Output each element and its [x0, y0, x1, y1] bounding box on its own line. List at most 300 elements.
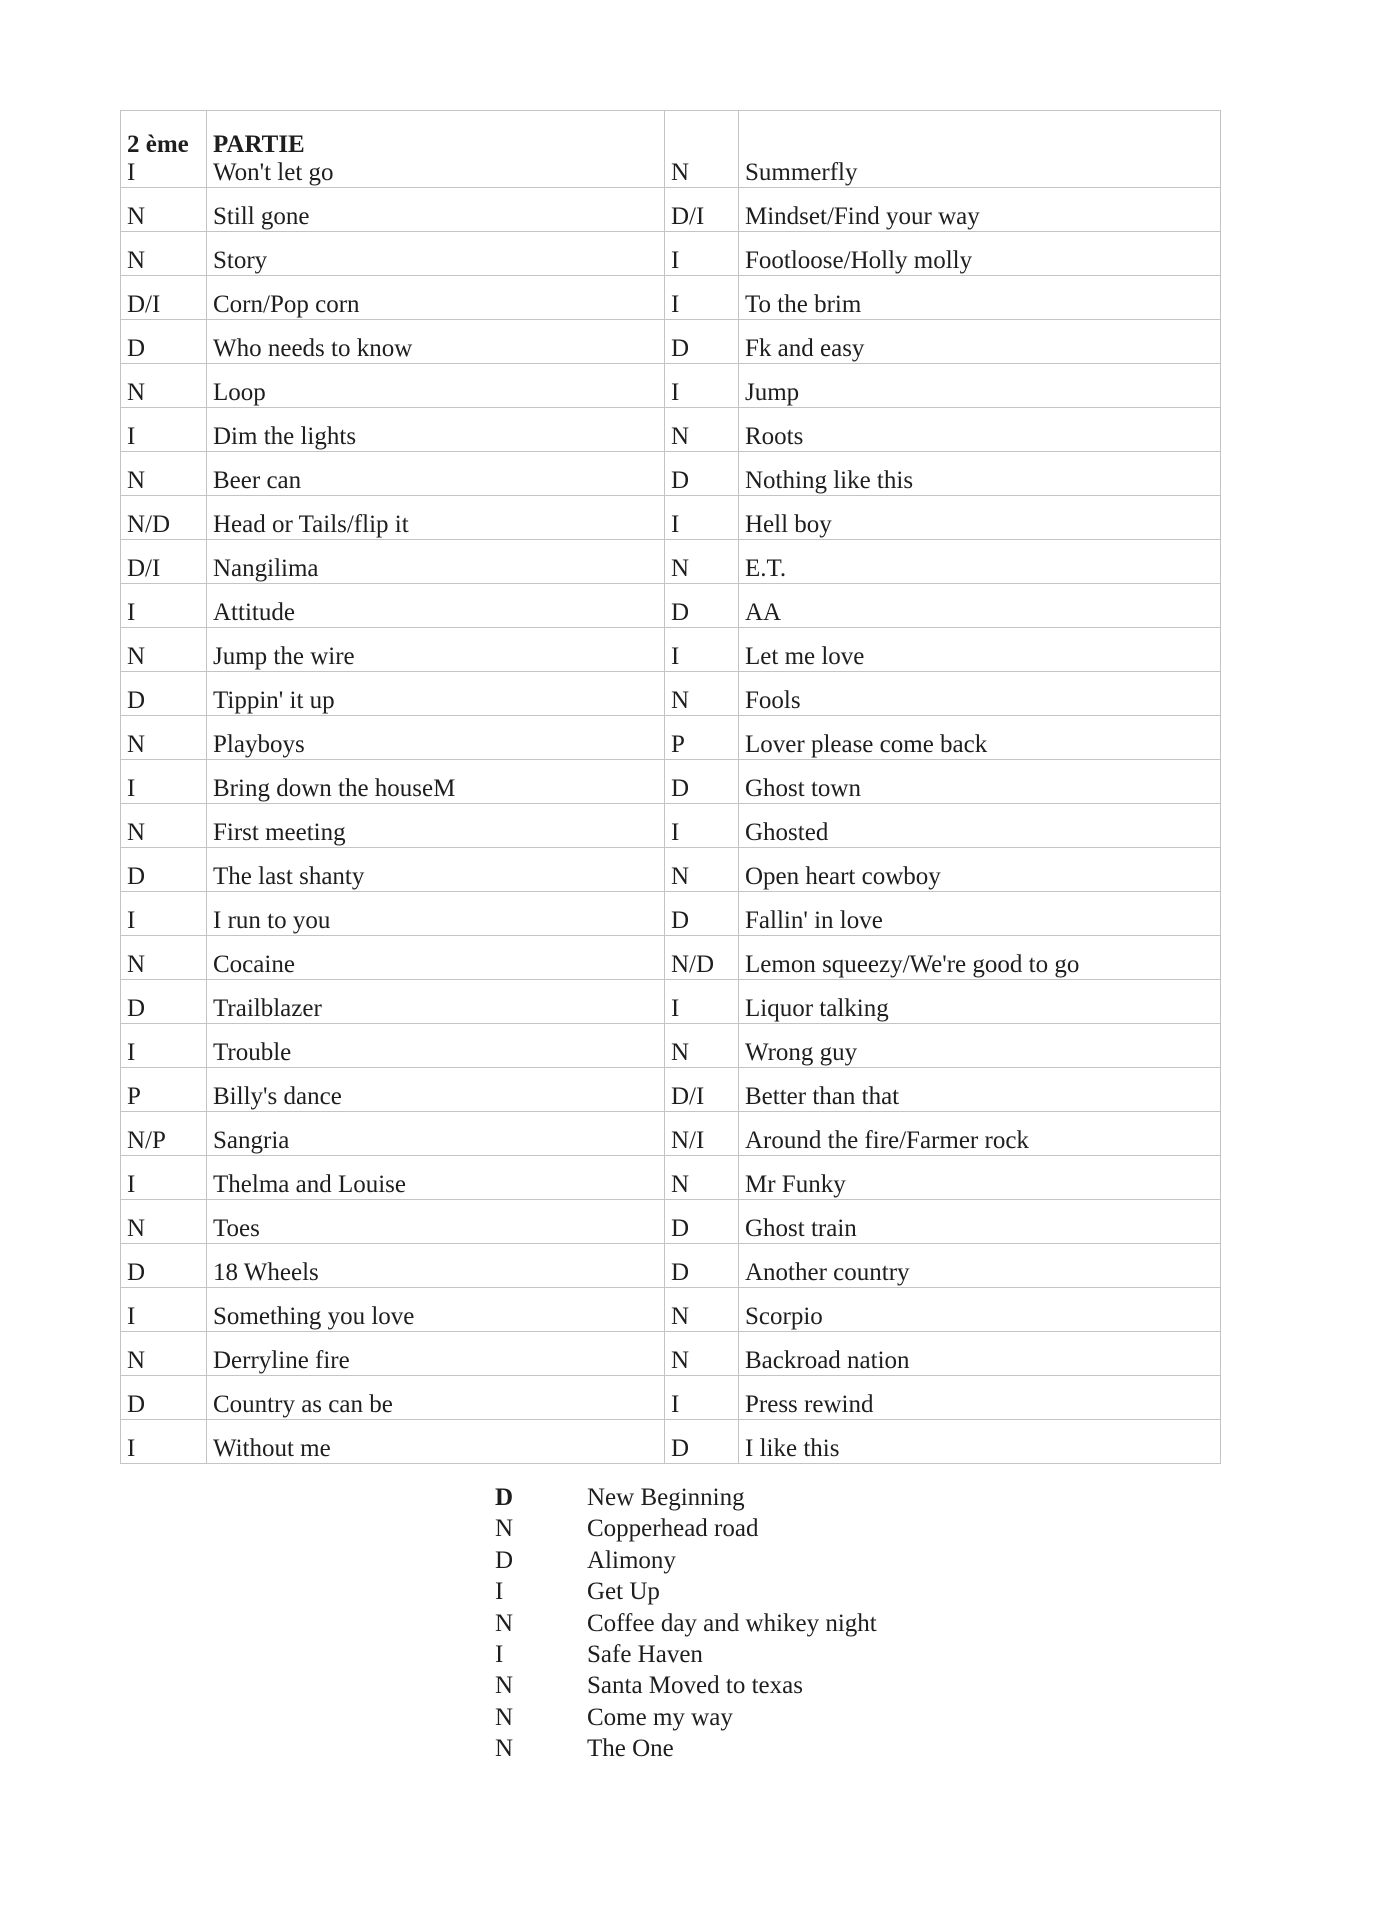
code-cell — [121, 1156, 207, 1200]
row-code: N — [127, 643, 146, 670]
row-code: D — [127, 1259, 146, 1286]
row-code: N — [671, 1347, 690, 1374]
table-row — [121, 848, 1221, 892]
list-item-title: Get Up — [587, 1578, 660, 1606]
title-cell — [207, 1112, 665, 1156]
code-cell — [665, 1376, 739, 1420]
row-title: Mr Funky — [745, 1171, 846, 1198]
table-row — [121, 1288, 1221, 1332]
title-cell — [739, 672, 1221, 716]
row-code: D — [127, 863, 146, 890]
table-row — [121, 760, 1221, 804]
code-cell — [121, 496, 207, 540]
title-cell — [207, 496, 665, 540]
list-item-title: Come my way — [587, 1703, 733, 1731]
code-cell — [665, 980, 739, 1024]
row-title: Playboys — [213, 731, 305, 758]
row-title: Country as can be — [213, 1391, 393, 1418]
table-row — [121, 408, 1221, 452]
list-item-code: D — [495, 1484, 514, 1511]
row-code: N — [127, 951, 146, 978]
table-row — [121, 364, 1221, 408]
row-title: Attitude — [213, 599, 295, 626]
code-cell — [121, 936, 207, 980]
row-title: Backroad nation — [745, 1347, 910, 1374]
title-cell — [207, 364, 665, 408]
row-code: N/P — [127, 1127, 166, 1154]
row-code: I — [671, 1391, 680, 1418]
code-cell — [665, 1244, 739, 1288]
list-item — [495, 1576, 877, 1607]
row-title: Nothing like this — [745, 467, 914, 494]
code-cell — [665, 408, 739, 452]
title-cell — [207, 584, 665, 628]
title-cell — [207, 1156, 665, 1200]
title-cell — [207, 1244, 665, 1288]
title-cell — [207, 672, 665, 716]
table-row — [121, 716, 1221, 760]
title-cell — [207, 1068, 665, 1112]
code-cell — [121, 452, 207, 496]
code-cell — [665, 848, 739, 892]
title-cell — [207, 320, 665, 364]
list-item-code: N — [495, 1672, 514, 1700]
code-cell — [665, 1200, 739, 1244]
list-item — [495, 1482, 877, 1513]
title-cell — [207, 1420, 665, 1464]
table-row — [121, 111, 1221, 188]
row-title: Jump the wire — [213, 643, 355, 670]
code-cell — [121, 672, 207, 716]
title-cell — [207, 1332, 665, 1376]
list-item — [495, 1608, 877, 1639]
table-row — [121, 1244, 1221, 1288]
list-item-code: I — [495, 1578, 504, 1606]
list-item-title: Safe Haven — [587, 1641, 703, 1669]
table-row — [121, 1332, 1221, 1376]
code-cell — [665, 672, 739, 716]
title-cell — [739, 276, 1221, 320]
row-code: D — [127, 335, 146, 362]
code-cell — [121, 188, 207, 232]
row-title: Cocaine — [213, 951, 295, 978]
code-cell — [121, 1112, 207, 1156]
row-code: I — [127, 1039, 136, 1066]
row-code: N — [127, 203, 146, 230]
title-cell — [207, 111, 665, 188]
row-code: N — [671, 863, 690, 890]
row-code: I — [127, 1303, 136, 1330]
code-cell — [665, 1156, 739, 1200]
code-cell — [665, 320, 739, 364]
row-code: D/I — [127, 291, 161, 318]
row-title: First meeting — [213, 819, 346, 846]
title-cell — [207, 232, 665, 276]
title-cell — [207, 848, 665, 892]
title-cell — [739, 848, 1221, 892]
table-row — [121, 1376, 1221, 1420]
code-cell — [665, 188, 739, 232]
code-cell — [121, 1068, 207, 1112]
code-cell — [121, 320, 207, 364]
list-item — [495, 1733, 877, 1764]
table-row — [121, 452, 1221, 496]
title-cell — [739, 320, 1221, 364]
row-code: I — [671, 247, 680, 274]
row-code: D — [127, 687, 146, 714]
title-cell — [207, 980, 665, 1024]
title-cell — [739, 232, 1221, 276]
row-title: Beer can — [213, 467, 302, 494]
row-title: Ghost train — [745, 1215, 857, 1242]
row-code: N — [127, 247, 146, 274]
code-cell — [665, 111, 739, 188]
row-title: Summerfly — [745, 159, 858, 186]
table-row — [121, 1024, 1221, 1068]
extra-dance-list — [495, 1482, 877, 1765]
table-row — [121, 980, 1221, 1024]
code-cell — [121, 1332, 207, 1376]
code-cell — [121, 1244, 207, 1288]
title-cell — [739, 804, 1221, 848]
row-title: Fools — [745, 687, 801, 714]
row-code: D — [671, 1215, 690, 1242]
row-title: Fk and easy — [745, 335, 865, 362]
title-cell — [739, 1332, 1221, 1376]
row-title: Roots — [745, 423, 804, 450]
code-cell — [665, 1068, 739, 1112]
row-title: Derryline fire — [213, 1347, 350, 1374]
code-cell — [665, 804, 739, 848]
row-code: N — [127, 1215, 146, 1242]
table-row — [121, 584, 1221, 628]
code-cell — [121, 804, 207, 848]
row-title: Better than that — [745, 1083, 900, 1110]
code-cell — [121, 1288, 207, 1332]
row-title: Dim the lights — [213, 423, 357, 450]
row-title: Lemon squeezy/We're good to go — [745, 951, 1080, 978]
row-title: Who needs to know — [213, 335, 413, 362]
title-cell — [739, 1376, 1221, 1420]
row-code: I — [127, 599, 136, 626]
title-cell — [207, 716, 665, 760]
row-title: Liquor talking — [745, 995, 889, 1022]
list-item-title: Copperhead road — [587, 1515, 759, 1543]
list-item-code: N — [495, 1515, 514, 1543]
title-cell — [207, 1376, 665, 1420]
title-cell — [739, 1420, 1221, 1464]
code-cell — [665, 232, 739, 276]
list-item — [495, 1545, 877, 1576]
title-cell — [739, 936, 1221, 980]
row-code: D — [671, 599, 690, 626]
row-code: N — [127, 1347, 146, 1374]
row-code: N/D — [127, 511, 171, 538]
code-cell — [665, 760, 739, 804]
row-code: I — [671, 643, 680, 670]
code-cell — [121, 1376, 207, 1420]
row-code: N — [671, 555, 690, 582]
table-row — [121, 276, 1221, 320]
title-cell — [739, 540, 1221, 584]
table-row — [121, 1420, 1221, 1464]
title-cell — [739, 111, 1221, 188]
table-row — [121, 628, 1221, 672]
row-code: N/D — [671, 951, 715, 978]
row-code: D — [671, 775, 690, 802]
row-code: I — [127, 775, 136, 802]
title-cell — [739, 496, 1221, 540]
row-title: Trailblazer — [213, 995, 322, 1022]
code-cell — [665, 936, 739, 980]
title-cell — [739, 584, 1221, 628]
code-cell — [121, 584, 207, 628]
row-code: D — [671, 467, 690, 494]
row-code: N — [127, 731, 146, 758]
dance-list-table — [120, 110, 1221, 1464]
row-title: Fallin' in love — [745, 907, 883, 934]
row-title: Won't let go — [213, 159, 334, 186]
title-cell — [739, 1068, 1221, 1112]
title-cell — [739, 760, 1221, 804]
table-row — [121, 496, 1221, 540]
list-item-code: N — [495, 1609, 514, 1637]
row-code: I — [127, 1171, 136, 1198]
row-title: Footloose/Holly molly — [745, 247, 973, 274]
row-code: D/I — [671, 203, 705, 230]
table-row — [121, 1156, 1221, 1200]
code-cell — [665, 1420, 739, 1464]
row-code: I — [671, 291, 680, 318]
code-cell — [121, 760, 207, 804]
row-title: Billy's dance — [213, 1083, 342, 1110]
title-cell — [207, 408, 665, 452]
row-code: P — [127, 1083, 141, 1110]
row-title: Open heart cowboy — [745, 863, 941, 890]
title-cell — [207, 892, 665, 936]
row-code: D — [671, 335, 690, 362]
code-cell — [665, 364, 739, 408]
code-cell — [121, 1024, 207, 1068]
table-row — [121, 540, 1221, 584]
header-code-label: 2 ème — [127, 131, 189, 158]
row-code: N/I — [671, 1127, 705, 1154]
code-cell — [121, 980, 207, 1024]
title-cell — [739, 1112, 1221, 1156]
title-cell — [739, 628, 1221, 672]
row-title: Sangria — [213, 1127, 290, 1154]
row-code: D/I — [127, 555, 161, 582]
code-cell — [121, 408, 207, 452]
row-title: Lover please come back — [745, 731, 988, 758]
code-cell — [121, 276, 207, 320]
table-row — [121, 1068, 1221, 1112]
row-title: I run to you — [213, 907, 331, 934]
row-title: Mindset/Find your way — [745, 203, 980, 230]
row-title: I like this — [745, 1435, 840, 1462]
list-item — [495, 1639, 877, 1670]
code-cell — [665, 1024, 739, 1068]
row-code: I — [671, 379, 680, 406]
code-cell — [121, 540, 207, 584]
title-cell — [739, 1156, 1221, 1200]
code-cell — [665, 496, 739, 540]
title-cell — [207, 276, 665, 320]
row-title: Corn/Pop corn — [213, 291, 360, 318]
title-cell — [207, 1024, 665, 1068]
title-cell — [739, 188, 1221, 232]
title-cell — [207, 760, 665, 804]
code-cell — [665, 892, 739, 936]
code-cell — [665, 1332, 739, 1376]
row-code: D — [127, 995, 146, 1022]
row-code: N — [671, 159, 690, 186]
table-row — [121, 1200, 1221, 1244]
list-item-code: N — [495, 1703, 514, 1731]
row-code: N — [127, 379, 146, 406]
table-row — [121, 892, 1221, 936]
table-body — [121, 111, 1221, 1464]
title-cell — [207, 188, 665, 232]
row-title: Nangilima — [213, 555, 319, 582]
row-code: N — [671, 687, 690, 714]
row-code: D — [671, 1435, 690, 1462]
title-cell — [739, 1024, 1221, 1068]
code-cell — [665, 716, 739, 760]
table-row — [121, 188, 1221, 232]
title-cell — [739, 1244, 1221, 1288]
row-title: AA — [745, 599, 782, 626]
code-cell — [121, 1420, 207, 1464]
code-cell — [665, 276, 739, 320]
row-code: I — [671, 819, 680, 846]
row-code: N — [671, 1039, 690, 1066]
code-cell — [121, 232, 207, 276]
code-cell — [121, 111, 207, 188]
row-code: P — [671, 731, 685, 758]
header-title-label: PARTIE — [213, 131, 305, 158]
table-row — [121, 1112, 1221, 1156]
code-cell — [665, 584, 739, 628]
row-title: Scorpio — [745, 1303, 823, 1330]
row-code: D — [671, 907, 690, 934]
row-title: Head or Tails/flip it — [213, 511, 409, 538]
code-cell — [121, 364, 207, 408]
row-title: Ghost town — [745, 775, 861, 802]
title-cell — [739, 980, 1221, 1024]
list-item-title: Alimony — [587, 1546, 676, 1574]
row-title: Press rewind — [745, 1391, 874, 1418]
row-code: I — [127, 159, 136, 186]
code-cell — [665, 452, 739, 496]
list-item-title: The One — [587, 1735, 674, 1763]
table-row — [121, 936, 1221, 980]
row-title: Tippin' it up — [213, 687, 335, 714]
list-item-title: New Beginning — [587, 1484, 745, 1511]
title-cell — [207, 804, 665, 848]
title-cell — [207, 1288, 665, 1332]
title-cell — [739, 364, 1221, 408]
code-cell — [665, 628, 739, 672]
row-title: Hell boy — [745, 511, 832, 538]
code-cell — [665, 1288, 739, 1332]
title-cell — [207, 936, 665, 980]
title-cell — [207, 1200, 665, 1244]
title-cell — [739, 408, 1221, 452]
row-code: D — [671, 1259, 690, 1286]
table-row — [121, 320, 1221, 364]
row-title: Loop — [213, 379, 266, 406]
row-code: I — [127, 1435, 136, 1462]
row-code: N — [671, 1303, 690, 1330]
row-code: I — [671, 995, 680, 1022]
title-cell — [207, 452, 665, 496]
title-cell — [739, 1288, 1221, 1332]
row-code: N — [671, 423, 690, 450]
row-code: I — [671, 511, 680, 538]
row-title: Around the fire/Farmer rock — [745, 1127, 1029, 1154]
row-code: D — [127, 1391, 146, 1418]
row-title: Bring down the houseM — [213, 775, 456, 802]
row-title: Another country — [745, 1259, 910, 1286]
row-title: Trouble — [213, 1039, 292, 1066]
list-item-code: N — [495, 1735, 514, 1763]
row-title: Ghosted — [745, 819, 829, 846]
code-cell — [121, 1200, 207, 1244]
row-title: 18 Wheels — [213, 1259, 319, 1286]
title-cell — [207, 628, 665, 672]
row-code: N — [671, 1171, 690, 1198]
list-item-code: D — [495, 1546, 514, 1574]
title-cell — [739, 1200, 1221, 1244]
row-title: Wrong guy — [745, 1039, 858, 1066]
title-cell — [739, 892, 1221, 936]
row-title: Jump — [745, 379, 800, 406]
code-cell — [121, 628, 207, 672]
title-cell — [207, 540, 665, 584]
title-cell — [739, 716, 1221, 760]
table-row — [121, 804, 1221, 848]
list-item — [495, 1702, 877, 1733]
title-cell — [739, 452, 1221, 496]
row-code: N — [127, 467, 146, 494]
code-cell — [121, 892, 207, 936]
table-row — [121, 672, 1221, 716]
code-cell — [121, 716, 207, 760]
row-title: To the brim — [745, 291, 862, 318]
row-title: Story — [213, 247, 268, 274]
row-code: I — [127, 907, 136, 934]
row-title: E.T. — [745, 555, 787, 582]
row-title: Thelma and Louise — [213, 1171, 406, 1198]
row-title: Let me love — [745, 643, 865, 670]
row-title: Something you love — [213, 1303, 415, 1330]
row-code: I — [127, 423, 136, 450]
code-cell — [665, 1112, 739, 1156]
list-item — [495, 1513, 877, 1544]
list-item-title: Santa Moved to texas — [587, 1672, 803, 1700]
row-code: D/I — [671, 1083, 705, 1110]
row-title: Still gone — [213, 203, 310, 230]
row-title: Without me — [213, 1435, 331, 1462]
list-item — [495, 1670, 877, 1701]
list-item-title: Coffee day and whikey night — [587, 1609, 877, 1637]
code-cell — [121, 848, 207, 892]
row-code: N — [127, 819, 146, 846]
table-row — [121, 232, 1221, 276]
list-item-code: I — [495, 1641, 504, 1669]
code-cell — [665, 540, 739, 584]
